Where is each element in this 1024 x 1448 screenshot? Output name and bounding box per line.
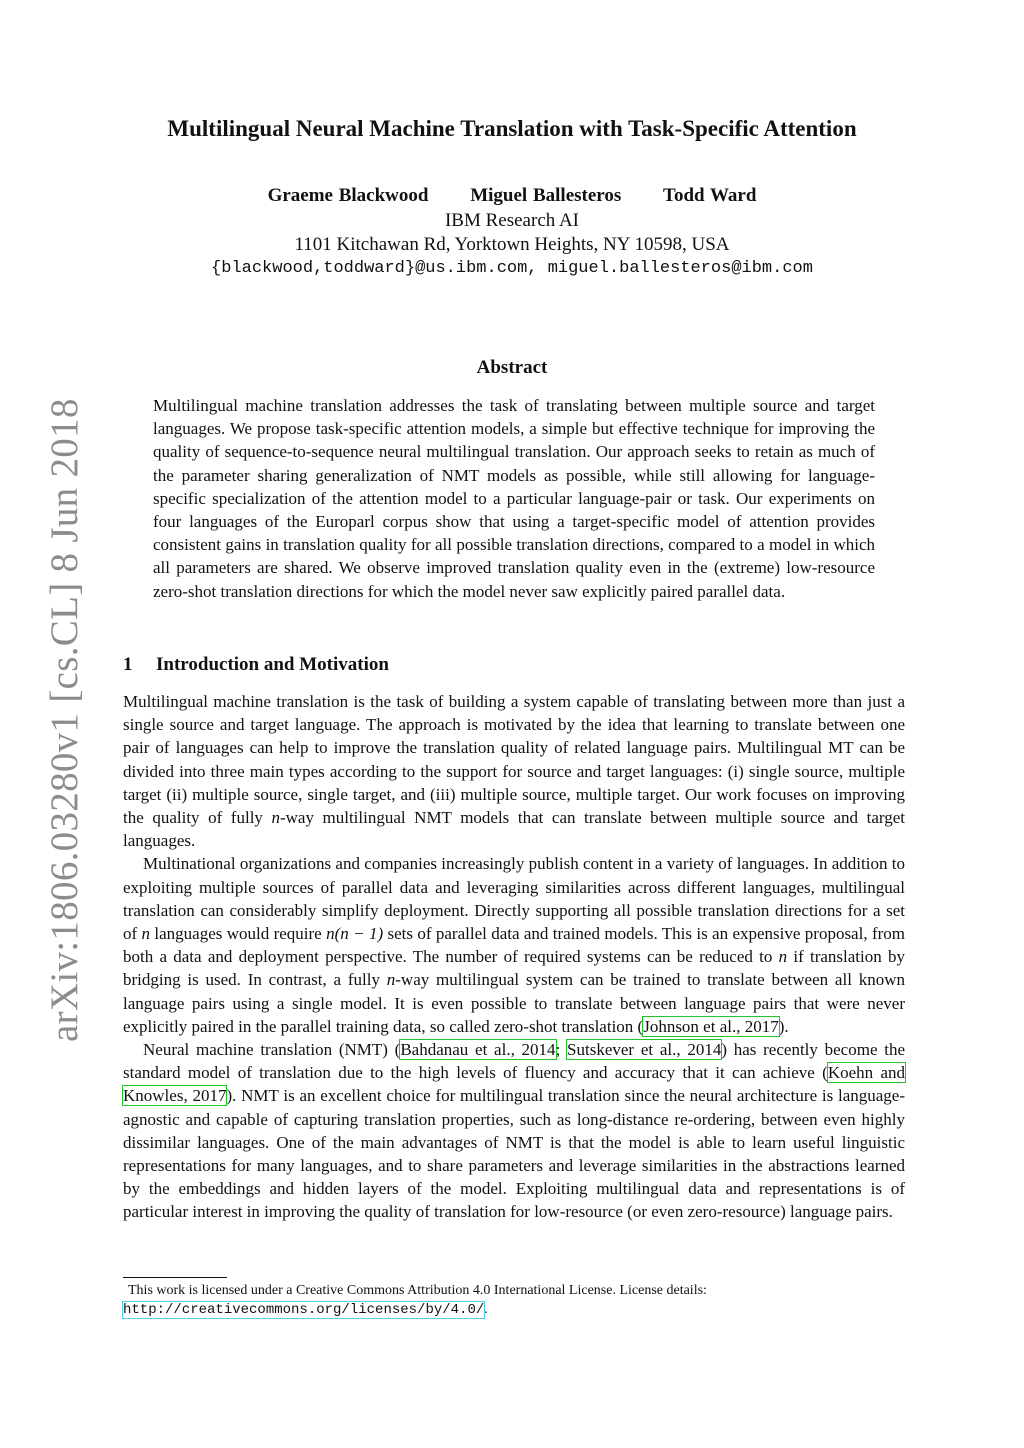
author-list — [0, 185, 1024, 207]
section-heading — [123, 654, 389, 676]
text-run: Multilingual machine translation is the task of building a system capable of translating between more than just a single source and target language. The approach is motivated by the idea that learning to translate between one pair of languages can help to improve the translation quality of related language pairs. Multilingual MT can be divided into three main types according to the support for source and target languages: (i) single source, multiple target (ii) multiple source, single target, and (iii) multiple source, multiple target. Our work focuses on improving the quality of fully — [123, 692, 905, 828]
text-run: if translation by bridging is used. In contrast, a fully — [123, 947, 905, 990]
text-run: Multinational organizations and companies increasingly publish content in a variety of languages. In addition to exploiting multiple sources of parallel data and leveraging similarities across different languages, multilingual translation can considerably simplify deployment. Directly supporting all possible translation directions for a set of — [123, 854, 905, 944]
math-expression: n(n − 1) — [326, 924, 384, 944]
footnote-divider — [123, 1277, 227, 1278]
text-run: ; — [555, 1040, 568, 1060]
text-run: Neural machine translation (NMT) ( — [143, 1040, 401, 1060]
citation-link[interactable]: Sutskever et al., 2014 — [567, 1040, 722, 1060]
citation-link[interactable]: Bahdanau et al., 2014 — [400, 1040, 556, 1060]
citation-link[interactable]: Koehn and Knowles, 2017 — [123, 1063, 905, 1106]
section-title: Introduction and Motivation — [156, 654, 389, 675]
math-variable: n — [386, 970, 396, 990]
citation-link[interactable]: Johnson et al., 2017 — [643, 1016, 779, 1036]
paragraph — [123, 852, 905, 1038]
author-name: Miguel Ballesteros — [470, 185, 622, 206]
affiliation-org: IBM Research AI — [444, 210, 580, 231]
paragraph — [123, 1038, 905, 1224]
text-run: -way multilingual NMT models that can translate between multiple source and target languages. — [123, 808, 905, 851]
text-run: ). — [778, 1016, 789, 1036]
text-run: ). NMT is an excellent choice for multilingual translation since the neural architecture is language-agnostic and capable of capturing translation properties, such as long-distance re-ordering, between even highly dissimilar languages. One of the main advantages of NMT is that the model is able to learn useful linguistic representations for many languages, and to share parameters and leverage similarities in the abstractions learned by the embeddings and hidden layers of the model. Exploiting multilingual data and representations is of particular interest in improving the quality of translation for low-resource (or even zero-resource) language pairs. — [123, 1086, 905, 1222]
section-body — [123, 690, 905, 1224]
author-emails: {blackwood,toddward}@us.ibm.com, miguel.ballesteros@ibm.com — [211, 259, 813, 278]
text-run: sets of parallel data and trained models. This is an expensive proposal, from both a data and deployment perspective. The number of required systems can be reduced to — [123, 924, 905, 967]
arxiv-identifier-stamp: arXiv:1806.03280v1 [cs.CL] 8 Jun 2018 — [43, 398, 86, 1042]
math-variable: n — [141, 924, 151, 944]
footnote-trailing-period: . — [484, 1302, 488, 1317]
license-url-link[interactable]: http://creativecommons.org/licenses/by/4.0/ — [123, 1302, 485, 1318]
paragraph — [123, 690, 905, 852]
author-name: Todd Ward — [663, 185, 757, 206]
affiliation-address: 1101 Kitchawan Rd, Yorktown Heights, NY 10598, USA — [294, 234, 730, 255]
text-run: languages would require — [150, 924, 327, 944]
paper-title: Multilingual Neural Machine Translation with Task-Specific Attention — [167, 116, 857, 141]
footnote-text: This work is licensed under a Creative Commons Attribution 4.0 International License. License details: — [128, 1283, 707, 1298]
math-variable: n — [778, 947, 788, 967]
abstract-heading: Abstract — [476, 357, 548, 378]
math-variable: n — [271, 808, 280, 828]
abstract-text: Multilingual machine translation addresses the task of translating between multiple source and target languages. We propose task-specific attention models, a simple but effective technique for improving the quality of sequence-to-sequence neural multilingual translation. Our approach seeks to retain as much of the parameter sharing generalization of NMT models as possible, while still allowing for language-specific specialization of the attention model to a particular language-pair or task. Our experiments on four languages of the Europarl corpus show that using a target-specific model of attention provides consistent gains in translation quality for all possible translation directions, compared to a model in which all parameters are shared. We observe improved translation quality even in the (extreme) low-resource zero-shot translation directions for which the model never saw explicitly paired parallel data. — [153, 396, 875, 601]
section-number: 1 — [123, 654, 133, 675]
text-run: -way multilingual system can be trained to translate between all known language pairs using a single model. It is even possible to translate between language pairs that were never explicitly paired in the parallel training data, so called zero-shot translation ( — [123, 970, 905, 1036]
footnote — [123, 1281, 707, 1320]
text-run: ) has recently become the standard model of translation due to the high levels of fluency and accuracy that it can achieve ( — [123, 1040, 905, 1083]
author-name: Graeme Blackwood — [267, 185, 429, 206]
